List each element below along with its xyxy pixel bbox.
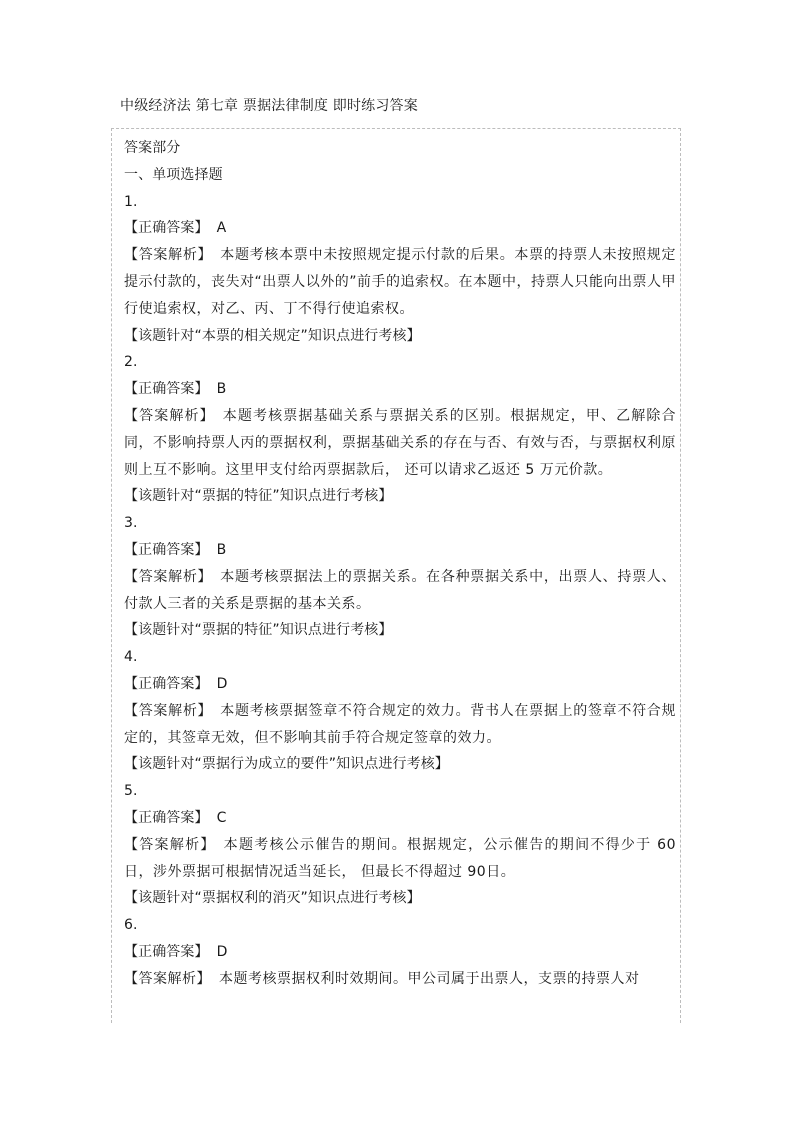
question-number: 2. <box>124 354 138 371</box>
answer-content <box>124 135 676 993</box>
analysis-text: 本题考核本票中未按照规定提示付款的后果。本票的持票人未按照规定提示付款的，丧失对“出票人以外的”前手的追索权。在本题中，持票人只能向出票人甲行使追索权，对乙、丙、丁不得行使追索权。 <box>124 247 677 317</box>
correct-answer-value: A <box>216 220 227 237</box>
question-number: 1. <box>124 193 138 210</box>
knowledge-point: 【该题针对“票据权利的消灭”知识点进行考核】 <box>124 890 421 907</box>
analysis-row <box>124 698 676 752</box>
correct-answer-label: 【正确答案】 <box>124 381 209 398</box>
analysis-row <box>124 403 676 483</box>
question-item <box>124 778 676 912</box>
correct-answer-label: 【正确答案】 <box>124 809 209 826</box>
correct-answer-label: 【正确答案】 <box>124 943 209 960</box>
analysis-text: 本题考核票据权利时效期间。甲公司属于出票人，支票的持票人对 <box>219 970 640 987</box>
knowledge-point: 【该题针对“票据行为成立的要件”知识点进行考核】 <box>124 756 449 773</box>
section-heading: 答案部分 <box>124 140 181 156</box>
correct-answer-value: B <box>216 381 227 398</box>
analysis-label: 【答案解析】 <box>124 702 213 719</box>
analysis-row <box>124 966 676 993</box>
analysis-label: 【答案解析】 <box>124 568 213 585</box>
question-number: 6. <box>124 917 138 934</box>
analysis-row <box>124 564 676 618</box>
correct-answer-value: D <box>216 943 228 960</box>
analysis-text: 本题考核票据法上的票据关系。在各种票据关系中，出票人、持票人、付款人三者的关系是票据的基本关系。 <box>124 568 676 612</box>
analysis-text: 本题考核票据基础关系与票据关系的区别。根据规定，甲、乙解除合同，不影响持票人丙的票据权利，票据基础关系的存在与否、有效与否，与票据权利原则上互不影响。这里甲支付给丙票据款后， 还可以请求乙返还 5 万元价款。 <box>124 407 677 478</box>
question-number: 5. <box>124 783 138 800</box>
analysis-label: 【答案解析】 <box>124 836 216 853</box>
correct-answer-row <box>124 939 676 966</box>
correct-answer-label: 【正确答案】 <box>124 541 209 558</box>
question-type-heading: 一、单项选择题 <box>124 166 223 183</box>
correct-answer-label: 【正确答案】 <box>124 220 209 237</box>
analysis-text: 本题考核公示催告的期间。根据规定，公示催告的期间不得少于 60日，涉外票据可根据情况适当延长， 但最长不得超过 90日。 <box>124 836 677 880</box>
correct-answer-row <box>124 537 676 564</box>
knowledge-point: 【该题针对“票据的特征”知识点进行考核】 <box>124 488 393 505</box>
question-item <box>124 912 676 992</box>
correct-answer-value: B <box>216 541 227 558</box>
analysis-label: 【答案解析】 <box>124 247 213 264</box>
correct-answer-row <box>124 215 676 242</box>
correct-answer-row <box>124 671 676 698</box>
question-item <box>124 349 676 510</box>
question-number: 3. <box>124 515 138 532</box>
analysis-text: 本题考核票据签章不符合规定的效力。背书人在票据上的签章不符合规定的，其签章无效，但不影响其前手符合规定签章的效力。 <box>124 702 676 746</box>
analysis-row <box>124 832 676 886</box>
correct-answer-value: C <box>216 809 227 826</box>
correct-answer-value: D <box>216 675 228 692</box>
correct-answer-row <box>124 376 676 403</box>
question-number: 4. <box>124 649 138 666</box>
knowledge-point: 【该题针对“本票的相关规定”知识点进行考核】 <box>124 327 421 344</box>
knowledge-point: 【该题针对“票据的特征”知识点进行考核】 <box>124 622 393 639</box>
question-item <box>124 644 676 778</box>
answer-section-box <box>111 128 681 1023</box>
document-title: 中级经济法 第七章 票据法律制度 即时练习答案 <box>120 98 418 114</box>
question-item <box>124 510 676 644</box>
correct-answer-label: 【正确答案】 <box>124 675 209 692</box>
correct-answer-row <box>124 805 676 832</box>
analysis-label: 【答案解析】 <box>124 970 211 987</box>
analysis-label: 【答案解析】 <box>124 407 215 424</box>
question-item <box>124 189 676 350</box>
analysis-row <box>124 242 676 322</box>
